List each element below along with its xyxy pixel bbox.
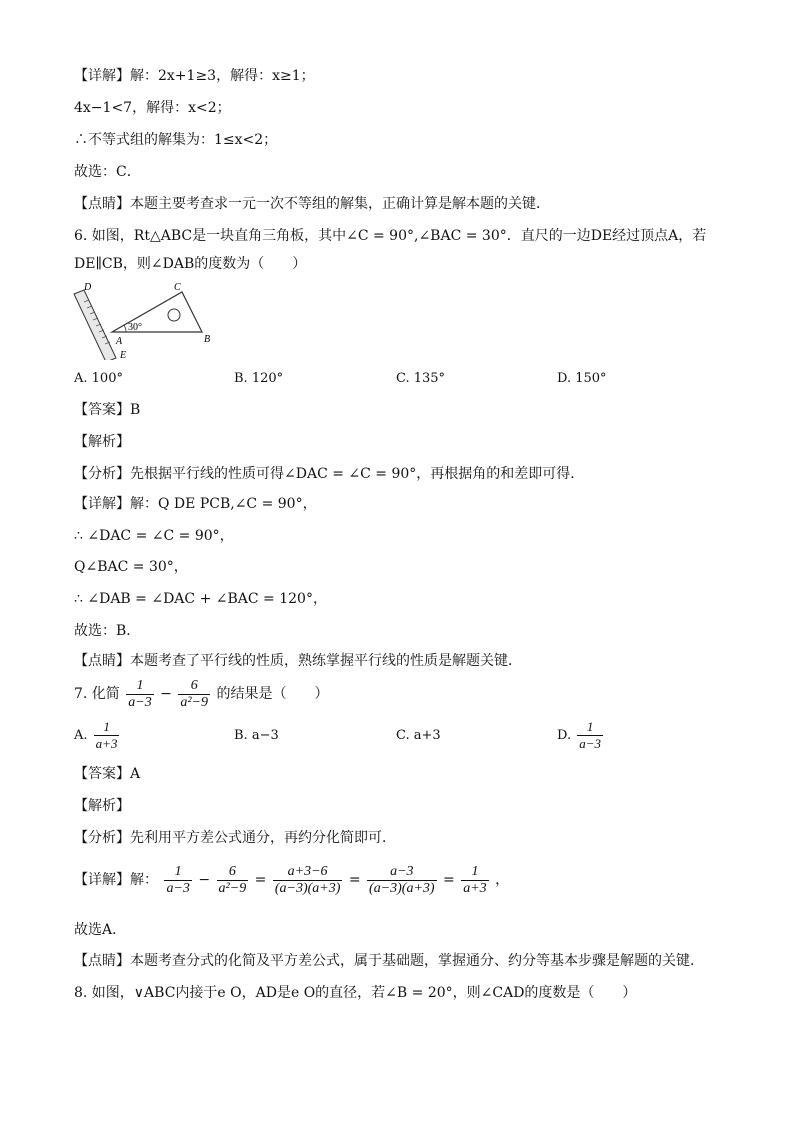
fraction xyxy=(577,719,603,752)
answer-6: 【答案】B xyxy=(74,402,141,418)
detail-6-step: ∴ ∠DAC = ∠C = 90°， xyxy=(74,528,234,544)
text-line: 【详解】解：2x+1≥3，解得：x≥1； xyxy=(74,68,315,84)
option-d: D. 150° xyxy=(557,371,607,386)
comma: ， xyxy=(495,872,510,888)
label-b: B xyxy=(204,334,211,345)
fraction xyxy=(461,864,488,897)
analysis-text-7: 【分析】先利用平方差公式通分，再约分化简即可． xyxy=(74,830,396,846)
fraction-num: a+3−6 xyxy=(273,864,343,881)
analysis-7: 【解析】 xyxy=(74,798,130,814)
triangle-shape xyxy=(112,292,202,332)
fraction-num: 1 xyxy=(461,864,488,881)
comment-6: 【点睛】本题考查了平行线的性质，熟练掌握平行线的性质是解题关键． xyxy=(74,653,522,669)
fraction-den: a−3 xyxy=(166,880,190,896)
detail-7-prefix: 【详解】解： xyxy=(74,872,158,888)
question-6: 6. 如图，Rt△ABC是一块直角三角板，其中∠C = 90°,∠BAC = 30°．直尺的一边DE经过顶点A，若 xyxy=(74,228,707,244)
option-a xyxy=(74,716,121,756)
fraction-num: a−3 xyxy=(367,864,437,881)
fraction xyxy=(94,719,120,752)
option-label: D. xyxy=(557,728,572,743)
text-line: 【点睛】本题主要考查求一元一次不等组的解集，正确计算是解本题的关键． xyxy=(74,196,550,212)
question-7-prefix: 7. 化简 xyxy=(74,686,120,702)
text-line: 故选：C． xyxy=(74,164,141,180)
minus-sign: − xyxy=(198,872,211,888)
question-8: 8. 如图，∨ABC内接于e O，AD是e O的直径，若∠B = 20°，则∠CAD的度数是（ ） xyxy=(74,985,637,1001)
analysis-text-6: 【分析】先根据平行线的性质可得∠DAC = ∠C = 90°，再根据角的和差即可得． xyxy=(74,466,585,482)
fraction xyxy=(217,864,249,897)
option-a: A. 100° xyxy=(74,371,123,386)
label-d: D xyxy=(84,282,92,293)
question-7-suffix: 的结果是（ ） xyxy=(216,686,329,702)
fraction-num: 6 xyxy=(178,678,210,695)
option-d xyxy=(557,716,605,756)
option-b: B. a−3 xyxy=(234,728,279,743)
text-line: 4x−1<7，解得：x<2； xyxy=(74,100,231,116)
detail-6-step: ∴ ∠DAB = ∠DAC + ∠BAC = 120°， xyxy=(74,591,327,607)
choice-6: 故选：B． xyxy=(74,623,141,639)
option-b: B. 120° xyxy=(234,371,284,386)
choice-7: 故选A． xyxy=(74,922,127,938)
fraction xyxy=(367,864,437,897)
label-a: A xyxy=(116,336,123,347)
ruler-shape xyxy=(74,290,116,360)
fraction-den: a²−9 xyxy=(218,880,247,896)
equals-sign: = xyxy=(348,872,361,888)
option-label: A. xyxy=(74,728,88,743)
fraction xyxy=(126,678,153,711)
fraction-num: 1 xyxy=(164,864,191,881)
option-c: C. a+3 xyxy=(396,728,441,743)
detail-7 xyxy=(74,858,509,902)
label-angle: 30° xyxy=(128,322,142,333)
equals-sign: = xyxy=(443,872,455,888)
option-c: C. 135° xyxy=(396,371,446,386)
analysis-6: 【解析】 xyxy=(74,434,130,450)
text-line: ∴不等式组的解集为：1≤x<2； xyxy=(74,132,278,148)
fraction-den: a+3 xyxy=(95,736,118,751)
fraction-den: a+3 xyxy=(463,880,487,896)
fraction-den: a²−9 xyxy=(180,694,209,710)
fraction-den: (a−3)(a+3) xyxy=(369,880,435,896)
detail-6: 【详解】解：Q DE PCB,∠C = 90°， xyxy=(74,496,317,512)
label-c: C xyxy=(174,282,181,293)
comment-7: 【点睛】本题考查分式的化简及平方差公式，属于基础题，掌握通分、约分等基本步骤是解题的关键． xyxy=(74,953,704,969)
fraction-num: 6 xyxy=(217,864,249,881)
question-6-cont: DE∥CB，则∠DAB的度数为（ ） xyxy=(74,256,307,272)
fraction-den: (a−3)(a+3) xyxy=(274,880,341,896)
fraction xyxy=(164,864,191,897)
fraction-num: 1 xyxy=(126,678,153,695)
fraction xyxy=(273,864,343,897)
minus-sign: − xyxy=(160,686,172,702)
fraction-num: 1 xyxy=(94,719,120,736)
label-e: E xyxy=(120,350,127,360)
answer-7: 【答案】A xyxy=(74,766,141,782)
fraction-den: a−3 xyxy=(128,694,152,710)
fraction-den: a−3 xyxy=(579,736,602,751)
fraction-num: 1 xyxy=(577,719,603,736)
ruler-triangle-figure xyxy=(70,280,230,360)
detail-6-step: Q∠BAC = 30°， xyxy=(74,559,188,575)
question-7 xyxy=(74,676,328,712)
fraction xyxy=(178,678,210,711)
equals-sign: = xyxy=(254,872,267,888)
